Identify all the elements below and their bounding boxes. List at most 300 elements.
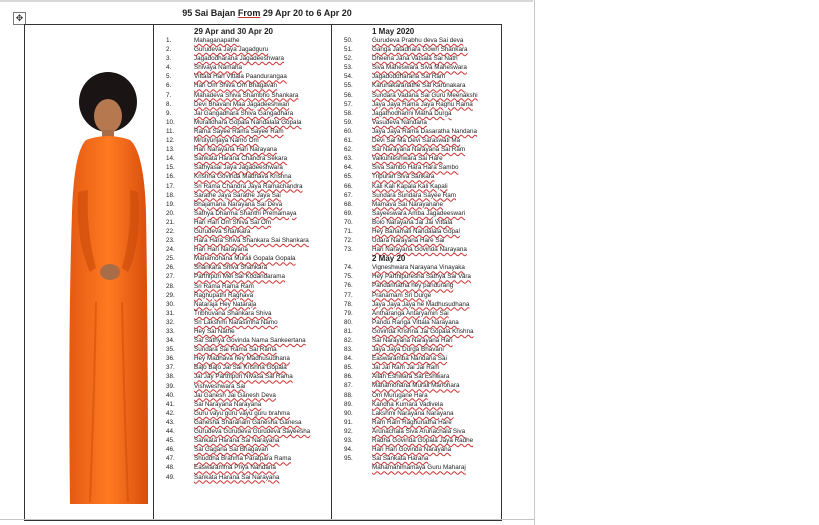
bhajan-number: 93. <box>344 437 353 445</box>
bhajan-list-item <box>166 245 310 254</box>
bhajan-list-item <box>344 436 478 445</box>
bhajan-list-item <box>166 354 310 363</box>
bhajan-list-item <box>344 281 478 290</box>
bhajan-number: 32. <box>166 318 175 326</box>
bhajan-title: Krishna Govinda Madhava Krishna <box>194 173 292 181</box>
bhajan-title: Vittala Hari Vittala Paandurangaa <box>194 73 287 81</box>
bhajan-list-item <box>344 245 478 254</box>
table-column-divider <box>331 24 332 521</box>
bhajan-title: Bolo Narayana Jai Jai Vittala <box>372 218 453 226</box>
bhajan-list-item <box>166 345 310 354</box>
page-top-edge <box>0 0 533 2</box>
bhajan-number: 20. <box>166 209 175 217</box>
bhajan-number: 92. <box>344 427 353 435</box>
bhajan-number: 64. <box>344 164 353 172</box>
bhajan-title: Hari Narayana Govinda Narayana <box>372 246 467 254</box>
bhajan-title: Udara Narayana Hare Sai <box>372 237 445 245</box>
bhajan-list-item <box>166 72 310 81</box>
bhajan-list-item <box>344 427 478 436</box>
bhajan-list-item <box>344 418 478 427</box>
bhajan-list-item <box>344 391 478 400</box>
bhajan-number: 84. <box>344 355 353 363</box>
bhajan-list-item <box>344 54 478 63</box>
bhajan-list-item <box>166 172 310 181</box>
bhajan-list-item <box>166 236 310 245</box>
bhajan-title: Hara Hara Shiva Shankara Sai Shankara <box>194 237 309 245</box>
bhajan-list-item <box>344 63 478 72</box>
bhajan-list-item <box>166 291 310 300</box>
bhajan-list-item <box>344 300 478 309</box>
bhajan-list-item <box>344 100 478 109</box>
bhajan-number: 53. <box>344 64 353 72</box>
bhajan-title: Bajo Bajo Jai Sai Krishna Gopala <box>194 364 287 372</box>
bhajan-list-item <box>166 118 310 127</box>
bhajan-title: Jagadodharana Jagadeeshwara <box>194 55 284 63</box>
bhajan-list-item <box>344 136 478 145</box>
bhajan-number: 50. <box>344 37 353 44</box>
bhajan-number: 40. <box>166 391 175 399</box>
bhajan-list-item <box>344 200 478 209</box>
bhajan-title: Pranamam Sri Durge <box>372 291 432 299</box>
bhajan-number: 1. <box>166 37 172 44</box>
bhajan-list-item <box>166 436 310 445</box>
bhajan-number: 82. <box>344 337 353 344</box>
bhajan-list-item <box>166 254 310 263</box>
bhajan-number: 27. <box>166 273 175 281</box>
bhajan-title: Sundara Sai Rama Sai Rama <box>194 346 277 354</box>
bhajan-list-item <box>344 36 478 45</box>
bhajan-title: Sathya Dharma Shanthi Premamaya <box>194 209 297 217</box>
bhajan-title: Sri Rama Rama Ram <box>194 282 254 290</box>
bhajan-number: 70. <box>344 218 353 226</box>
bhajan-title: Hari Hari Om Shiva Sai Om <box>194 218 271 226</box>
bhajan-list-item <box>344 172 478 181</box>
bhajan-list-item <box>344 72 478 81</box>
bhajan-number: 54. <box>344 73 353 81</box>
bhajan-list-item <box>344 45 478 54</box>
bhajan-title: Mahaganapathe <box>194 37 240 44</box>
bhajan-number: 56. <box>344 91 353 99</box>
bhajan-number: 75. <box>344 273 353 281</box>
bhajan-list-item <box>344 463 478 472</box>
bhajan-number: 87. <box>344 382 353 390</box>
bhajan-number: 25. <box>166 255 175 263</box>
bhajan-title: Jaya Jaya Jaya he Madhusudhana <box>372 300 470 308</box>
bhajan-title: Pandarinatha hey pandurang <box>372 282 454 290</box>
bhajan-title: Manamohana Murali Gopala Gopala <box>194 255 296 263</box>
bhajan-number: 6. <box>166 82 172 90</box>
bhajan-number: 2. <box>166 46 172 54</box>
bhajan-number: 24. <box>166 246 175 254</box>
bhajan-number: 11. <box>166 127 175 135</box>
bhajan-list-item <box>166 209 310 218</box>
bhajan-number: 19. <box>166 200 175 208</box>
bhajan-list-item <box>344 218 478 227</box>
bhajan-list-item <box>344 236 478 245</box>
bhajan-title: Jai Jay Parthipuri Nivasa Sai Rama <box>194 373 293 381</box>
bhajan-title: Sathyasai Jaya Jagadeeshwara <box>194 164 283 172</box>
bhajan-list-item <box>344 354 478 363</box>
title-from: From <box>237 8 261 18</box>
bhajan-list-item <box>344 109 478 118</box>
bhajan-number: 89. <box>344 400 353 408</box>
bhajan-number: 9. <box>166 109 172 117</box>
bhajan-title: Ganga Jatadhara Gowri Shankara <box>372 46 468 54</box>
bhajan-title: Gurudeva Prabhu deva Sai deva <box>372 37 464 44</box>
bhajan-title: Sri Lakshmi Narasimha Namo <box>194 318 278 326</box>
bhajan-title: Easwaramma Priya Nandana <box>194 464 276 472</box>
bhajan-title: Siva Sambo Hara Hara Sambo <box>372 164 459 172</box>
column-1-list <box>166 36 310 482</box>
bhajan-list-item <box>344 263 478 272</box>
bhajan-number: 59. <box>344 118 353 126</box>
bhajan-title: Jaya Jaya Rama Jaya Raghu Rama <box>372 100 473 108</box>
bhajan-title: Sankata Harana Sai Narayana <box>194 473 280 481</box>
bhajan-list-item <box>344 381 478 390</box>
bhajan-title: Guru vayu guru vayu guru brahma <box>194 409 290 417</box>
bhajan-number: 55. <box>344 82 353 90</box>
bhajan-list-item <box>166 282 310 291</box>
bhajan-number: 29. <box>166 291 175 299</box>
bhajan-list-item <box>166 327 310 336</box>
bhajan-title: Pandu Ranga Vittala Narayana <box>372 318 459 326</box>
bhajan-number: 80. <box>344 318 353 326</box>
bhajan-number <box>344 463 372 472</box>
bhajan-title: Sankata Harana Sai Narayana <box>194 437 280 445</box>
bhajan-title: Jai Jai Ram Jai Jai Ram <box>372 364 440 372</box>
bhajan-list-item <box>344 272 478 281</box>
bhajan-number: 90. <box>344 409 353 417</box>
bhajan-list-item <box>166 400 310 409</box>
bhajan-list-item <box>166 63 310 72</box>
bhajan-title: Devi Sai Ma Devi Saraswati Ma <box>372 137 461 145</box>
bhajan-title: Sai Gagana Sai Bhagavan <box>194 446 269 454</box>
bhajan-title: Gurudeva Shankara <box>194 227 251 235</box>
page-bottom-edge <box>0 519 534 520</box>
bhajan-number: 43. <box>166 418 175 426</box>
bhajan-number: 91. <box>344 418 353 426</box>
bhajan-number: 57. <box>344 100 353 108</box>
bhajan-title: Sai Sankata Harana <box>372 455 429 463</box>
bhajan-list-item <box>166 336 310 345</box>
bhajan-number: 69. <box>344 209 353 217</box>
guru-photo <box>66 72 152 504</box>
bhajan-number: 86. <box>344 373 353 381</box>
bhajan-number: 37. <box>166 364 175 372</box>
bhajan-list-item <box>166 136 310 145</box>
bhajan-number: 79. <box>344 309 353 317</box>
bhajan-number: 83. <box>344 346 353 354</box>
bhajan-title: Shivaya Namaha <box>194 64 242 72</box>
bhajan-title: Om Murugane Hara <box>372 391 428 399</box>
bhajan-title: Hey Parthipuresha Sathya Sai Vara <box>372 273 471 281</box>
bhajan-number: 22. <box>166 227 175 235</box>
bhajan-title: Mahadeva Shiva Shambho Shankara <box>194 91 299 99</box>
bhajan-list-item <box>166 318 310 327</box>
bhajan-list-item <box>166 263 310 272</box>
bhajan-list-item <box>166 473 310 482</box>
bhajan-number: 3. <box>166 55 172 63</box>
bhajan-title: Gurudeva Gurudeva Gurudeva Sayeesha <box>194 428 311 436</box>
bhajan-number: 67. <box>344 191 353 199</box>
bhajan-title: Shankara Shiva Shankara <box>194 264 268 272</box>
bhajan-title: Jagathodharini Matha Durga <box>372 109 452 117</box>
bhajan-list-item <box>344 445 478 454</box>
bhajan-number: 42. <box>166 409 175 417</box>
bhajan-list-item <box>166 427 310 436</box>
bhajan-list-item <box>166 300 310 309</box>
bhajan-list-item <box>166 36 310 45</box>
bhajan-number: 60. <box>344 127 353 135</box>
bhajan-list-item <box>166 363 310 372</box>
bhajan-title: Hey Banamali Nandalala Gopal <box>372 227 460 235</box>
bhajan-number: 17. <box>166 182 175 190</box>
bhajan-title: Siva Maheswara Siva Maheswara <box>372 64 467 72</box>
bhajan-title: Arunachala Siva Arunachala Siva <box>372 427 466 435</box>
bhajan-list-item <box>344 291 478 300</box>
bhajan-list-item <box>344 91 478 100</box>
bhajan-number: 35. <box>166 346 175 354</box>
bhajan-title: Mrutyunjaya Namo Om <box>194 137 259 145</box>
bhajan-title: Govinda Krishna Jai Gopala Krishna <box>372 327 474 335</box>
bhajan-number: 30. <box>166 300 175 308</box>
bhajan-title: Jagadoddharana Sai Ram <box>372 73 446 81</box>
bhajan-title: Hari Hari Govinda Narayana <box>372 446 452 454</box>
bhajan-title: Sai Narayana Narayana Sai Ram <box>372 146 466 154</box>
bhajan-title: Sarathe Jaya Sarathe Jaya Sai <box>194 191 281 199</box>
bhajan-title: Ram Ram Raghunatha Hare <box>372 418 452 426</box>
bhajan-number: 46. <box>166 446 175 454</box>
bhajan-title: Nataraja Hey Nataraja <box>194 300 257 308</box>
bhajan-number: 23. <box>166 237 175 245</box>
bhajan-number: 18. <box>166 191 175 199</box>
column-2-heading: 1 May 2020 <box>372 27 415 36</box>
bhajan-number: 52. <box>344 55 353 63</box>
bhajan-list-item <box>344 336 478 345</box>
bhajan-title: Vigneshwara Narayana Vinayaka <box>372 264 465 272</box>
bhajan-title: Dheena Jana Vatsala Sai Nath <box>372 55 458 63</box>
bhajan-title: Kandha Kumara Vadivela <box>372 400 443 408</box>
bhajan-list-item <box>166 418 310 427</box>
bhajan-title: Vasudeva Nandana <box>372 118 427 126</box>
bhajan-list-item <box>166 372 310 381</box>
bhajan-list-item <box>344 209 478 218</box>
column-2-list-2 <box>344 263 478 472</box>
bhajan-list-item <box>344 327 478 336</box>
bhajan-number: 31. <box>166 309 175 317</box>
bhajan-number: 58. <box>344 109 353 117</box>
bhajan-title: Hari Hari Narayana <box>194 246 248 254</box>
bhajan-list-item <box>166 81 310 90</box>
bhajan-title: Radha Govinda Gopala Jaya Radhe <box>372 437 474 445</box>
bhajan-list-item <box>166 218 310 227</box>
bhajan-title: Jaya Jaya Rama Dasaratha Nandana <box>372 127 478 135</box>
bhajan-list-item <box>166 409 310 418</box>
bhajan-list-item <box>344 127 478 136</box>
bhajan-list-item <box>344 372 478 381</box>
bhajan-title: Gurudeva Jaya Jagadguru <box>194 46 269 54</box>
bhajan-number: 39. <box>166 382 175 390</box>
bhajan-list-item <box>344 118 478 127</box>
bhajan-list-item <box>166 382 310 391</box>
bhajan-number: 12. <box>166 137 175 145</box>
bhajan-list-item <box>344 454 478 463</box>
document-title <box>0 8 534 18</box>
bhajan-list-item <box>166 145 310 154</box>
bhajan-title: Hari Om Shiva Om Bhagavan <box>194 82 277 90</box>
bhajan-number: 51. <box>344 46 353 54</box>
bhajan-title: Allah Eshwara Sai Eshwara <box>372 373 450 381</box>
bhajan-title: Vishweshwara Sai <box>194 382 246 390</box>
bhajan-number: 62. <box>344 146 353 154</box>
bhajan-list-item <box>344 145 478 154</box>
table-column-divider <box>153 24 154 521</box>
bhajan-list-item <box>166 109 310 118</box>
bhajan-list-item <box>344 318 478 327</box>
column-2-list <box>344 36 478 254</box>
bhajan-number: 77. <box>344 291 353 299</box>
bhajan-number: 81. <box>344 327 353 335</box>
bhajan-number: 4. <box>166 64 172 72</box>
bhajan-list-item <box>166 45 310 54</box>
bhajan-list-item <box>344 400 478 409</box>
bhajan-number: 10. <box>166 118 175 126</box>
bhajan-list-item <box>166 391 310 400</box>
bhajan-title: Easwaramba Nandana Sai <box>372 355 447 363</box>
bhajan-list-item <box>344 163 478 172</box>
bhajan-number: 36. <box>166 355 175 363</box>
bhajan-number: 73. <box>344 246 353 254</box>
bhajan-title: Tripurari Siva Sankara <box>372 173 435 181</box>
column-1 <box>166 27 310 482</box>
bhajan-number: 85. <box>344 364 353 372</box>
bhajan-title: Sai Narayana Narayana <box>194 400 262 408</box>
bhajan-title: Jai Gangadhara Shiva Gangadhara <box>194 109 294 117</box>
bhajan-title: Bhajamana Narayana Sai Deva <box>194 200 283 208</box>
bhajan-list-item <box>166 91 310 100</box>
bhajan-title: Antharanga Antaryamin Sai <box>372 309 449 317</box>
bhajan-title: Mahamahimamaya Guru Maharaj <box>372 464 466 472</box>
title-rest: 29 Apr 20 to 6 Apr 20 <box>262 8 352 18</box>
bhajan-number: 34. <box>166 337 175 345</box>
bhajan-title: Rama Sayee Rama Sayee Ram <box>194 127 284 135</box>
bhajan-number: 95. <box>344 455 353 463</box>
bhajan-title: Jaya Jaya Durga Bhavani <box>372 346 444 354</box>
bhajan-number: 78. <box>344 300 353 308</box>
bhajan-list-item <box>166 127 310 136</box>
bhajan-list-item <box>344 345 478 354</box>
bhajan-number: 28. <box>166 282 175 290</box>
bhajan-number: 76. <box>344 282 353 290</box>
bhajan-list-item <box>344 182 478 191</box>
bhajan-list-item <box>344 309 478 318</box>
bhajan-number: 44. <box>166 428 175 436</box>
bhajan-number: 16. <box>166 173 175 181</box>
bhajan-list-item <box>344 363 478 372</box>
bhajan-title: Sundara Vadana Sai Guru Meenakshi <box>372 91 478 99</box>
bhajan-list-item <box>166 54 310 63</box>
bhajan-title: Sankata Harana Chandra Sekara <box>194 155 288 163</box>
bhajan-number: 5. <box>166 73 172 81</box>
title-prefix: 95 Sai Bajan <box>182 8 236 18</box>
bhajan-number: 72. <box>344 237 353 245</box>
bhajan-number: 49. <box>166 473 175 481</box>
bhajan-list-item <box>344 81 478 90</box>
bhajan-list-item <box>344 409 478 418</box>
bhajan-list-item <box>166 182 310 191</box>
bhajan-list-item <box>166 463 310 472</box>
bhajan-number: 88. <box>344 391 353 399</box>
bhajan-number: 68. <box>344 200 353 208</box>
bhajan-number: 8. <box>166 100 172 108</box>
bhajan-title: Raghupathi Raghava <box>194 291 254 299</box>
bhajan-list-item <box>166 227 310 236</box>
bhajan-list-item <box>166 163 310 172</box>
bhajan-list-item <box>166 272 310 281</box>
bhajan-number: 74. <box>344 264 353 272</box>
bhajan-number: 63. <box>344 155 353 163</box>
bhajan-list-item <box>166 445 310 454</box>
bhajan-title: Ganesha Sharanam Ganesha Ganesa <box>194 418 302 426</box>
table-move-handle-icon[interactable]: ✥ <box>13 12 26 25</box>
bhajan-number: 33. <box>166 328 175 335</box>
bhajan-title: Sai Sathya Govinda Nama Sankeertana <box>194 337 306 345</box>
bhajan-title: Hari Narayana Hari Narayana <box>194 146 277 154</box>
bhajan-number: 61. <box>344 137 353 145</box>
bhajan-title: Devi Bhavani Maa Jagadeeshwari <box>194 100 290 108</box>
bhajan-list-item <box>344 227 478 236</box>
bhajan-number: 15. <box>166 164 175 172</box>
bhajan-number: 21. <box>166 218 175 226</box>
bhajan-title: Sai Narayana Narayana Hari <box>372 337 453 344</box>
bhajan-title: Shuddha Brahma Paratpara Rama <box>194 455 291 463</box>
bhajan-number: 13. <box>166 146 175 154</box>
column-2-heading-2: 2 May 20 <box>372 254 406 264</box>
bhajan-title: Lakshmi Narayana Narayana <box>372 409 454 417</box>
column-1-heading: 29 Apr and 30 Apr 20 <box>194 27 273 36</box>
bhajan-number: 38. <box>166 373 175 381</box>
bhajan-title: Parthipuri Mei Sai Kodandarama <box>194 273 286 281</box>
bhajan-title: Jai Ganesh Jai Ganesh Deva <box>194 391 276 399</box>
bhajan-title: Sayeeswara Amba Jagadeeswari <box>372 209 466 217</box>
bhajan-number: 94. <box>344 446 353 454</box>
bhajan-title: Mamava Sai Narayanane <box>372 200 444 208</box>
bhajan-number: 47. <box>166 455 175 463</box>
bhajan-list-item <box>166 191 310 200</box>
bhajan-list-item <box>344 154 478 163</box>
bhajan-title: Manamohana Murali Manohara <box>372 382 460 390</box>
bhajan-number: 45. <box>166 437 175 445</box>
bhajan-title: Sundara Sundara Sayee Ram <box>372 191 457 199</box>
bhajan-title: Hey Sai Nathe <box>194 328 235 335</box>
column-2 <box>344 27 478 472</box>
bhajan-title: Vaikunteshwara Sai Hare <box>372 155 443 163</box>
bhajan-number: 66. <box>344 182 353 190</box>
bhajan-title: Kali Kali Kapala Kali Kapali <box>372 182 448 190</box>
bhajan-title: Tribhuvana Shankara Shiva <box>194 309 272 317</box>
bhajan-list-item <box>344 191 478 200</box>
bhajan-list-item <box>166 200 310 209</box>
bhajan-number: 41. <box>166 400 175 408</box>
bhajan-number: 65. <box>344 173 353 181</box>
bhajan-number: 71. <box>344 227 353 235</box>
bhajan-list-item <box>166 309 310 318</box>
bhajan-title: Sri Rama Chandra Jaya Ramachandra <box>194 182 303 190</box>
bhajan-title: Hey Madhava hey Madhusudhana <box>194 355 290 363</box>
bhajan-list-item <box>166 154 310 163</box>
bhajan-number: 7. <box>166 91 172 99</box>
bhajan-title: Muralidhara Gopala Nandalala Gopala <box>194 118 302 126</box>
